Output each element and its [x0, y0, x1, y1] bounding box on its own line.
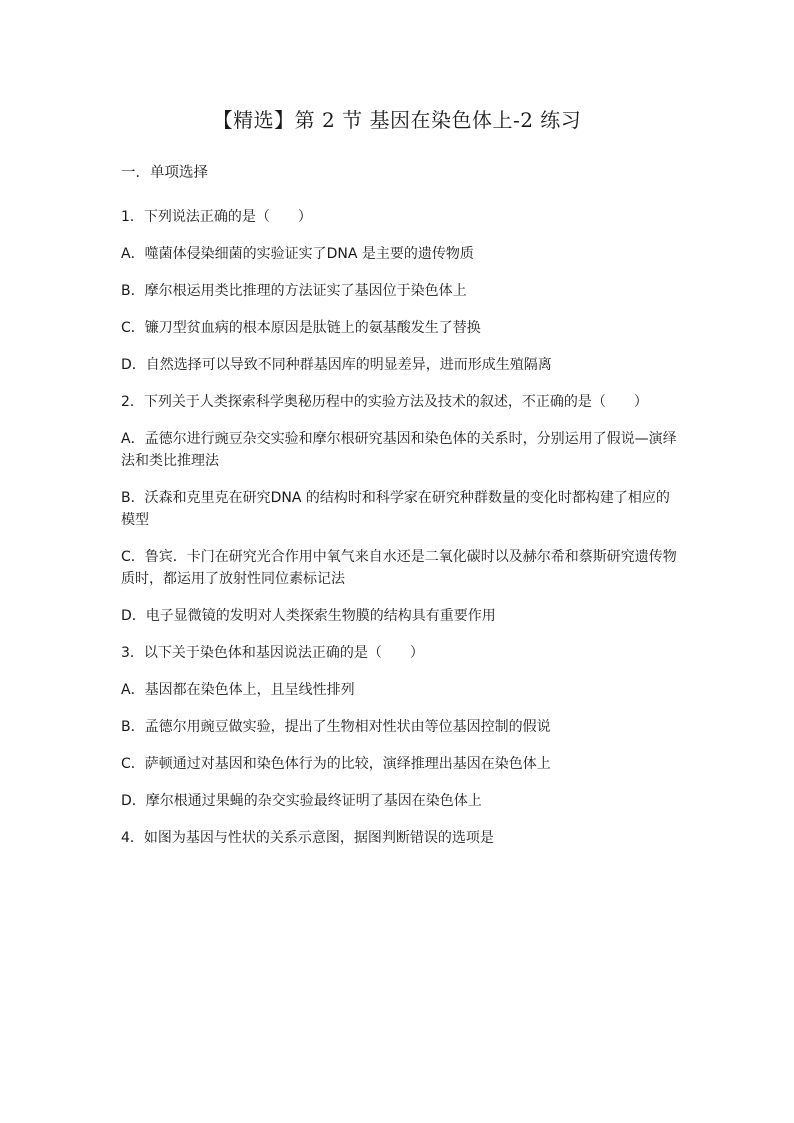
- option-d: D．自然选择可以导致不同种群基因库的明显差异，进而形成生殖隔离: [121, 357, 552, 373]
- question-stem: 1．下列说法正确的是（ ）: [121, 209, 312, 225]
- option-b: B．摩尔根运用类比推理的方法证实了基因位于染色体上: [121, 283, 467, 299]
- question-stem: 4．如图为基因与性状的关系示意图，据图判断错误的选项是: [121, 830, 494, 846]
- option-d: D．电子显微镜的发明对人类探索生物膜的结构具有重要作用: [121, 608, 496, 624]
- document-title: 【精选】第 2 节 基因在染色体上-2 练习: [212, 108, 582, 132]
- question-stem: 2．下列关于人类探索科学奥秘历程中的实验方法及技术的叙述，不正确的是（ ）: [121, 394, 648, 410]
- option-c: C．鲁宾．卡门在研究光合作用中氧气来自水还是二氧化碳时以及赫尔希和蔡斯研究遗传物质时，都运用了放射性同位素标记法: [121, 549, 677, 587]
- question-list: [121, 206, 677, 864]
- option-d: D．摩尔根通过果蝇的杂交实验最终证明了基因在染色体上: [121, 793, 482, 809]
- section-heading: 一．单项选择: [121, 165, 208, 181]
- option-c: C．镰刀型贫血病的根本原因是肽链上的氨基酸发生了替换: [121, 320, 481, 336]
- option-b: B．沃森和克里克在研究DNA 的结构时和科学家在研究种群数量的变化时都构建了相应的模型: [121, 490, 670, 528]
- option-c: C．萨顿通过对基因和染色体行为的比较，演绎推理出基因在染色体上: [121, 756, 551, 772]
- option-a: A．基因都在染色体上，且呈线性排列: [121, 682, 355, 698]
- option-a: A．孟德尔进行豌豆杂交实验和摩尔根研究基因和染色体的关系时，分别运用了假说—演绎法和类比推理法: [121, 431, 677, 469]
- question-stem: 3．以下关于染色体和基因说法正确的是（ ）: [121, 645, 424, 661]
- option-a: A．噬菌体侵染细菌的实验证实了DNA 是主要的遗传物质: [121, 246, 474, 262]
- option-b: B．孟德尔用豌豆做实验，提出了生物相对性状由等位基因控制的假说: [121, 719, 551, 735]
